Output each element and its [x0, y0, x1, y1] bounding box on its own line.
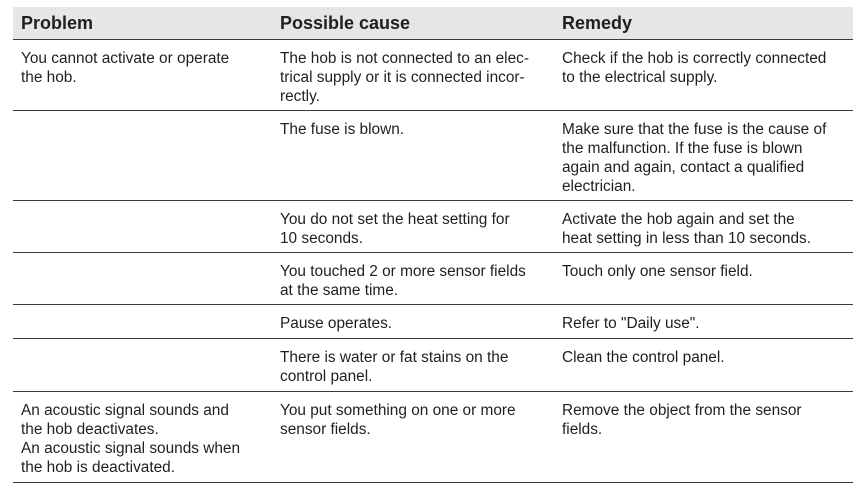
problem-cell: [13, 253, 272, 304]
table-row: [13, 392, 853, 483]
table-header: [13, 7, 853, 40]
remedy-cell: Make sure that the fuse is the cause of the malfunction. If the fuse is blown again and again, contact a qualified electrician.: [562, 121, 827, 195]
problem-cell: An acoustic signal sounds and the hob deactivates. An acoustic signal sounds when the hob is deactivated.: [21, 402, 241, 476]
remedy-cell: Activate the hob again and set the heat setting in less than 10 seconds.: [562, 211, 811, 247]
remedy-cell: Touch only one sensor field.: [562, 263, 753, 280]
problem-cell: [13, 111, 272, 200]
cause-cell: The hob is not connected to an elec- trical supply or it is connected incor- rectly.: [280, 50, 529, 105]
cause-cell: There is water or fat stains on the control panel.: [280, 349, 509, 385]
header-remedy: Remedy: [562, 13, 633, 33]
table-row: [13, 305, 853, 339]
table-row: [13, 111, 853, 201]
remedy-cell: Clean the control panel.: [562, 349, 725, 366]
remedy-cell: Remove the object from the sensor fields.: [562, 402, 802, 438]
header-possible-cause: Possible cause: [280, 13, 411, 33]
remedy-cell: Refer to "Daily use".: [562, 315, 700, 332]
table-row: [13, 201, 853, 253]
table-row: [13, 40, 853, 111]
cause-cell: You touched 2 or more sensor fields at the same time.: [280, 263, 526, 299]
cause-cell: You do not set the heat setting for 10 seconds.: [280, 211, 510, 247]
header-problem: Problem: [21, 13, 94, 33]
problem-cell: [13, 305, 272, 338]
remedy-cell: Check if the hob is correctly connected to the electrical supply.: [562, 50, 827, 86]
problem-cell: You cannot activate or operate the hob.: [21, 50, 230, 86]
cause-cell: You put something on one or more sensor fields.: [280, 402, 516, 438]
troubleshooting-table: [13, 7, 853, 483]
cause-cell: The fuse is blown.: [280, 121, 405, 138]
table-row: [13, 339, 853, 392]
problem-cell: [13, 201, 272, 252]
cause-cell: Pause operates.: [280, 315, 393, 332]
problem-cell: [13, 339, 272, 391]
table-row: [13, 253, 853, 305]
